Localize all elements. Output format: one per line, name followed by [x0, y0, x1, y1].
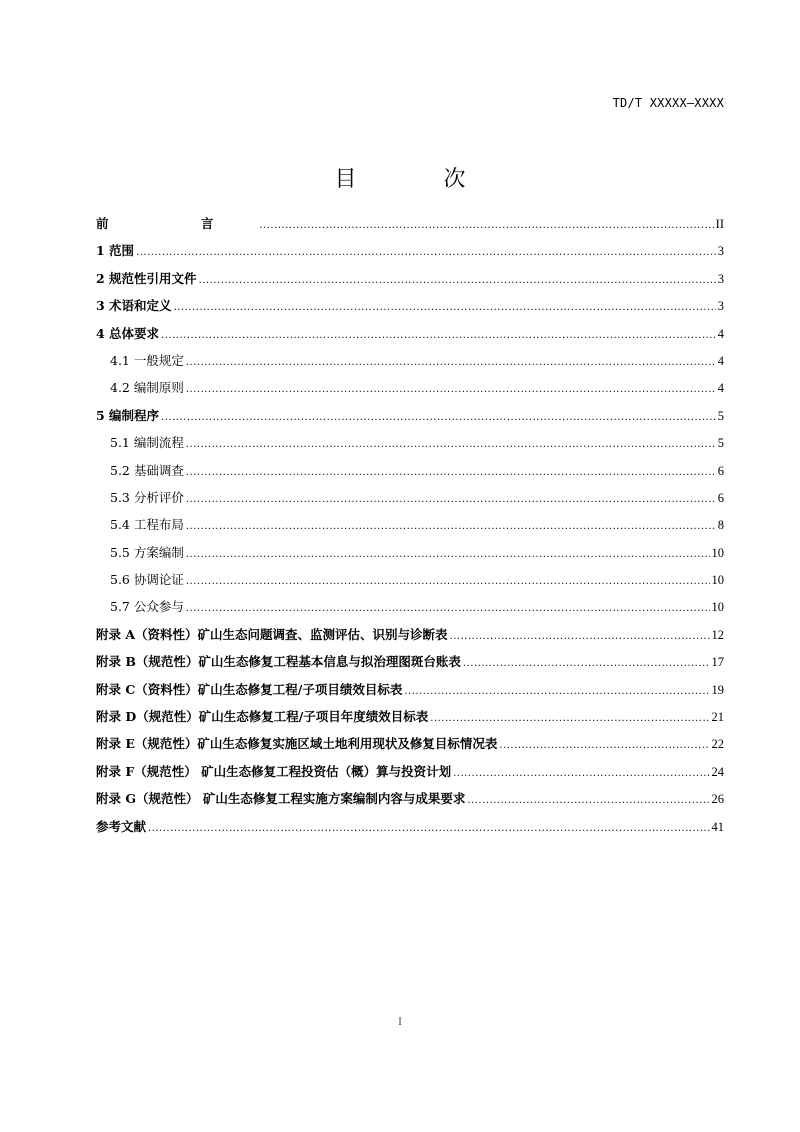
toc-entry-page: 8 — [717, 518, 724, 533]
page-number: I — [398, 1014, 402, 1028]
toc-entry-page: 10 — [711, 545, 724, 560]
toc-entry-label: 5.3 分析评价 — [110, 489, 184, 505]
toc-leader-dots — [161, 326, 716, 346]
document-code: TD/T XXXXX—XXXX — [612, 96, 724, 110]
toc-entry-label: 4.2 编制原则 — [110, 380, 184, 396]
toc-entry[interactable] — [96, 762, 724, 789]
toc-leader-dots — [259, 216, 713, 236]
toc-entry-page: 5 — [717, 436, 724, 451]
toc-entry[interactable] — [96, 597, 724, 624]
toc-entry-label: 前 言 — [96, 216, 258, 231]
toc-leader-dots — [186, 463, 716, 483]
toc-entry-label: 4 总体要求 — [96, 325, 160, 341]
toc-entry[interactable] — [96, 296, 724, 323]
toc-leader-dots — [186, 380, 716, 400]
toc-entry-label: 参考文献 — [96, 818, 147, 834]
toc-entry[interactable] — [96, 351, 724, 378]
toc-entry-label: 5.6 协调论证 — [110, 572, 184, 588]
toc-entry[interactable] — [96, 214, 724, 241]
toc-leader-dots — [186, 599, 710, 619]
toc-entry-page: 21 — [711, 710, 724, 725]
toc-entry-label: 附录 D（规范性）矿山生态修复工程/子项目年度绩效目标表 — [96, 709, 429, 725]
toc-entry[interactable] — [96, 433, 724, 460]
toc-entry[interactable] — [96, 707, 724, 734]
toc-entry-page: 6 — [717, 490, 724, 505]
toc-entry-page: 6 — [717, 463, 724, 478]
toc-leader-dots — [174, 298, 716, 318]
toc-leader-dots — [404, 682, 709, 702]
toc-entry-label: 5.1 编制流程 — [110, 435, 184, 451]
page-title: 目 次 — [334, 167, 506, 192]
toc-leader-dots — [161, 408, 716, 428]
toc-entry-page: 5 — [717, 408, 724, 423]
toc-entry-page: 22 — [711, 737, 724, 752]
toc-entry-label: 1 范围 — [96, 243, 135, 259]
toc-leader-dots — [463, 654, 710, 674]
toc-entry[interactable] — [96, 680, 724, 707]
toc-leader-dots — [430, 709, 709, 729]
toc-entry[interactable] — [96, 378, 724, 405]
table-of-contents — [96, 214, 724, 844]
toc-entry[interactable] — [96, 652, 724, 679]
toc-entry-page: 41 — [711, 819, 724, 834]
toc-entry-label: 4.1 一般规定 — [110, 352, 184, 368]
toc-entry-page: 4 — [717, 326, 724, 341]
toc-leader-dots — [186, 572, 710, 592]
toc-entry-label: 5.7 公众参与 — [110, 599, 184, 615]
toc-entry-label: 5 编制程序 — [96, 407, 160, 423]
toc-entry[interactable] — [96, 269, 724, 296]
toc-entry-page: II — [715, 217, 724, 231]
toc-entry[interactable] — [96, 241, 724, 268]
toc-leader-dots — [186, 490, 716, 510]
toc-entry-label: 附录 A（资料性）矿山生态问题调查、监测评估、识别与诊断表 — [96, 626, 448, 642]
toc-entry-label: 附录 B（规范性）矿山生态修复工程基本信息与拟治理图斑台账表 — [96, 654, 461, 670]
toc-entry-page: 24 — [711, 764, 724, 779]
toc-entry-label: 2 规范性引用文件 — [96, 270, 197, 286]
toc-entry-page: 10 — [711, 573, 724, 588]
toc-entry-label: 附录 F（规范性） 矿山生态修复工程投资估（概）算与投资计划 — [96, 763, 452, 779]
toc-entry[interactable] — [96, 543, 724, 570]
toc-entry-page: 3 — [717, 299, 724, 314]
toc-leader-dots — [450, 627, 710, 647]
toc-leader-dots — [453, 764, 709, 784]
toc-leader-dots — [186, 545, 710, 565]
toc-entry[interactable] — [96, 734, 724, 761]
toc-leader-dots — [499, 736, 709, 756]
toc-entry[interactable] — [96, 406, 724, 433]
toc-entry[interactable] — [96, 625, 724, 652]
toc-entry-page: 4 — [717, 353, 724, 368]
toc-entry[interactable] — [96, 488, 724, 515]
toc-entry-page: 3 — [717, 271, 724, 286]
toc-entry[interactable] — [96, 570, 724, 597]
toc-entry-label: 5.4 工程布局 — [110, 517, 184, 533]
toc-entry-page: 4 — [717, 381, 724, 396]
toc-entry-page: 17 — [711, 655, 724, 670]
toc-entry-label: 5.5 方案编制 — [110, 544, 184, 560]
toc-leader-dots — [136, 243, 716, 263]
toc-leader-dots — [199, 271, 716, 291]
toc-entry[interactable] — [96, 817, 724, 844]
toc-entry-label: 附录 C（资料性）矿山生态修复工程/子项目绩效目标表 — [96, 681, 403, 697]
toc-leader-dots — [186, 517, 716, 537]
toc-entry[interactable] — [96, 324, 724, 351]
toc-entry-page: 26 — [711, 792, 724, 807]
toc-entry-page: 12 — [711, 627, 724, 642]
toc-leader-dots — [186, 435, 716, 455]
toc-entry-page: 19 — [711, 682, 724, 697]
toc-leader-dots — [467, 791, 709, 811]
toc-entry[interactable] — [96, 461, 724, 488]
toc-entry-label: 5.2 基础调查 — [110, 462, 184, 478]
toc-entry-page: 3 — [717, 244, 724, 259]
toc-entry-label: 附录 G（规范性） 矿山生态修复工程实施方案编制内容与成果要求 — [96, 791, 466, 807]
toc-leader-dots — [186, 353, 716, 373]
toc-entry-page: 10 — [711, 600, 724, 615]
toc-entry[interactable] — [96, 789, 724, 816]
toc-entry-label: 附录 E（规范性）矿山生态修复实施区域土地利用现状及修复目标情况表 — [96, 736, 498, 752]
toc-entry[interactable] — [96, 515, 724, 542]
toc-leader-dots — [148, 819, 709, 839]
toc-entry-label: 3 术语和定义 — [96, 298, 172, 314]
